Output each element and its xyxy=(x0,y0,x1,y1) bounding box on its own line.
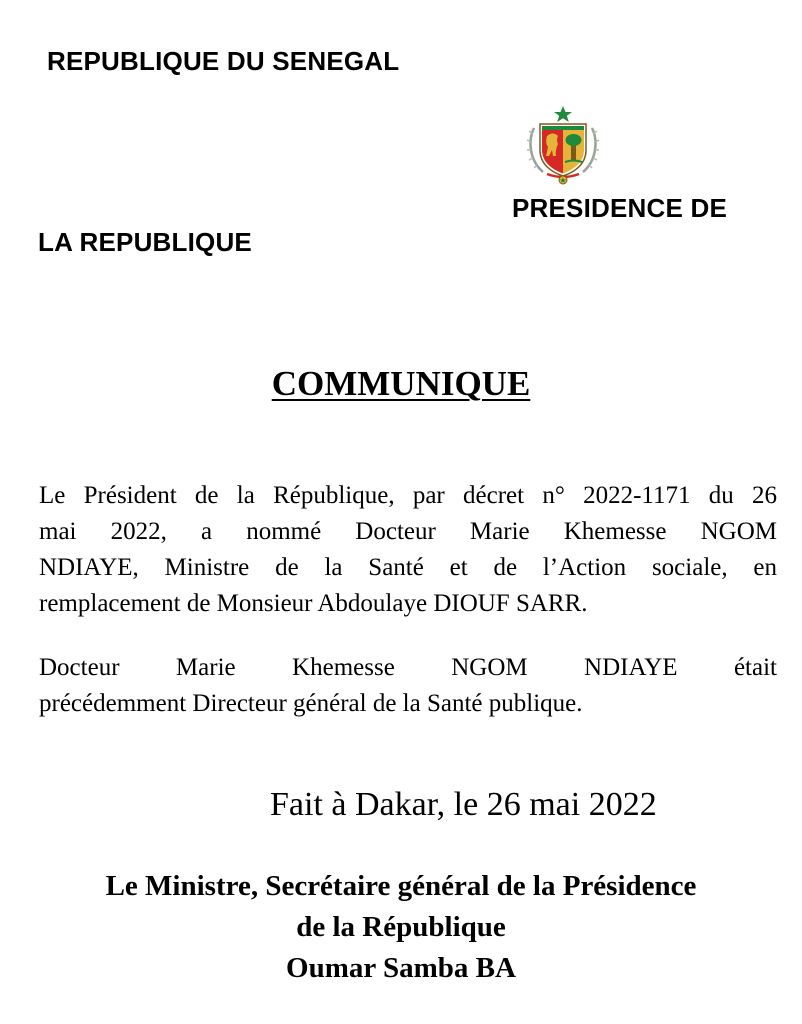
paragraph-background xyxy=(39,650,777,722)
senegal-coat-of-arms-icon xyxy=(525,104,601,186)
paragraph-line: Docteur Marie Khemesse NGOM NDIAYE était xyxy=(39,654,777,681)
country-name: REPUBLIQUE DU SENEGAL xyxy=(47,46,400,76)
document-title: COMMUNIQUE xyxy=(271,364,531,403)
signature-title-line1: Le Ministre, Secrétaire général de la Présidence xyxy=(105,870,697,902)
signatory-name: Oumar Samba BA xyxy=(286,952,516,984)
paragraph-decree xyxy=(39,478,777,622)
paragraph-line: Le Président de la République, par décret n° 2022-1171 du 26 xyxy=(39,482,777,509)
paragraph-line: remplacement de Monsieur Abdoulaye DIOUF SARR. xyxy=(39,590,588,617)
signature-title-line2: de la République xyxy=(296,911,506,943)
paragraph-line: précédemment Directeur général de la Santé publique. xyxy=(39,690,583,717)
presidence-label-line1: PRESIDENCE DE xyxy=(512,193,727,223)
signature-block xyxy=(0,866,802,989)
paragraph-line: mai 2022, a nommé Docteur Marie Khemesse NGOM xyxy=(39,518,777,545)
place-and-date: Fait à Dakar, le 26 mai 2022 xyxy=(270,786,657,823)
presidence-label-line2: LA REPUBLIQUE xyxy=(38,227,252,257)
paragraph-line: NDIAYE, Ministre de la Santé et de l’Action sociale, en xyxy=(39,554,777,581)
